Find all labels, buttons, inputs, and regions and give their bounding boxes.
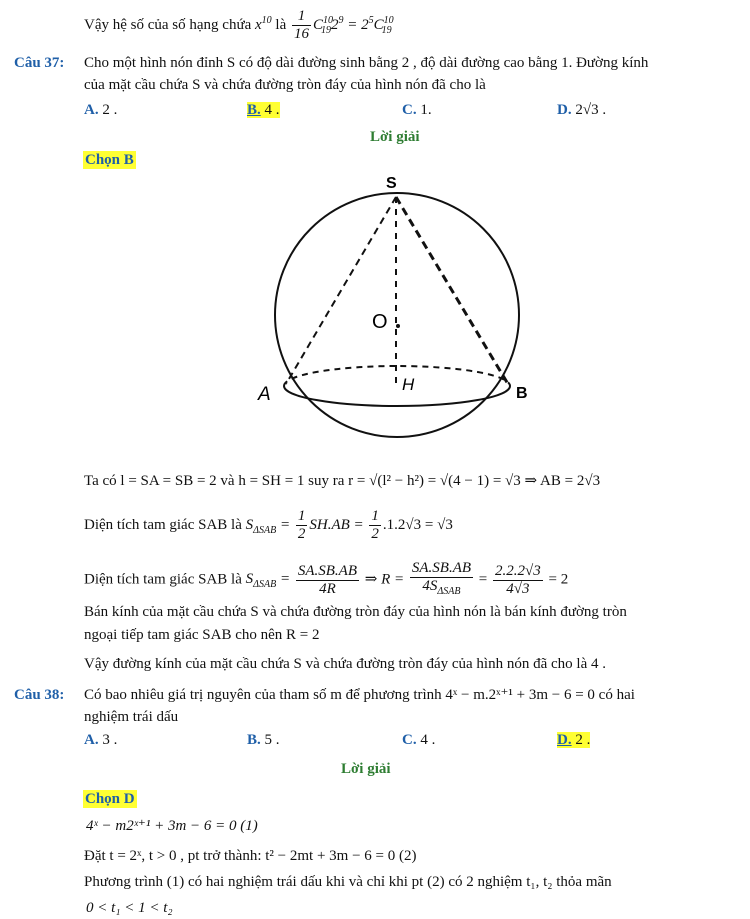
q37-answer: Chọn B xyxy=(85,152,134,168)
cone-side-sb xyxy=(396,197,508,384)
q38-eq2: Đặt t = 2ˣ, t > 0 , pt trở thành: t² − 2mt + 3m − 6 = 0 (2) xyxy=(84,848,417,864)
point-o xyxy=(396,324,400,328)
q38-line2: nghiệm trái dấu xyxy=(84,709,179,725)
q38-option-b[interactable]: B. 5 . xyxy=(247,732,280,748)
q37-p3: Diện tích tam giác SAB là $S_{\Delta SAB}$ = $\frac{SA.SB.AB}{4R}$ ⇒ R = $\frac{SA.SB.AB}{4S_{\Delta SAB}}$ = $\frac{2.2.2√3}{4√3}$ = 2 xyxy=(84,560,569,597)
sphere-outline xyxy=(275,193,519,437)
q37-line1: Cho một hình nón đỉnh S có độ dài đường sinh bằng 2 , độ dài đường cao bằng 1. Đường kính xyxy=(84,55,649,71)
q37-option-c[interactable]: C. 1. xyxy=(402,102,432,118)
top-prefix: Vậy hệ số của số hạng chứa xyxy=(84,16,252,33)
label-a: A xyxy=(258,384,271,405)
label-o: O xyxy=(372,311,388,333)
q37-option-b[interactable]: B. 4 . xyxy=(247,102,280,118)
q37-p4-line2: ngoại tiếp tam giác SAB cho nên R = 2 xyxy=(84,627,320,643)
q38-solution-title: Lời giải xyxy=(341,761,391,777)
q38-line1: Có bao nhiêu giá trị nguyên của tham số m để phương trình 4ˣ − m.2ˣ⁺¹ + 3m − 6 = 0 có hai xyxy=(84,687,635,703)
q37-line2: của mặt cầu chứa S và chứa đường tròn đáy của hình nón đã cho là xyxy=(84,77,486,93)
q37-p4-line1: Bán kính của mặt cầu chứa S và chứa đường tròn đáy của hình nón là bán kính đường tròn xyxy=(84,604,627,620)
top-fraction: $\frac{1}{16}$ xyxy=(294,8,309,42)
top-line xyxy=(84,8,392,43)
base-ellipse-front xyxy=(284,386,510,406)
q38-eq4: 0 < t₁ < 1 < t₂ xyxy=(86,900,173,916)
label-h: H xyxy=(402,375,415,394)
q38-option-d[interactable]: D. 2 . xyxy=(557,732,591,748)
label-b: B xyxy=(516,385,528,402)
label-s: S xyxy=(386,175,397,192)
q37-option-d[interactable]: D. 2√3 . xyxy=(557,102,607,118)
q38-answer: Chọn D xyxy=(85,791,135,807)
q38-eq1: 4ˣ − m2ˣ⁺¹ + 3m − 6 = 0 (1) xyxy=(86,818,258,834)
q37-p5: Vậy đường kính của mặt cầu chứa S và chứa đường tròn đáy của hình nón đã cho là 4 . xyxy=(84,656,606,672)
q37-p1: Ta có l = SA = SB = 2 và h = SH = 1 suy ra r = √(l² − h²) = √(4 − 1) = √3 ⇒ AB = 2√3 xyxy=(84,473,601,489)
q38-option-c[interactable]: C. 4 . xyxy=(402,732,436,748)
sphere-cone-figure xyxy=(250,168,550,458)
top-mid: là xyxy=(275,16,287,33)
cone-side-sa xyxy=(286,197,396,384)
q37-option-a[interactable]: A. 2 . xyxy=(84,102,118,118)
q38-eq3: Phương trình (1) có hai nghiệm trái dấu khi và chỉ khi pt (2) có 2 nghiệm t₁, t₂ thỏa mãn xyxy=(84,874,612,890)
q38-label: Câu 38: xyxy=(14,687,65,703)
top-x: x xyxy=(255,16,262,33)
q37-label: Câu 37: xyxy=(14,55,65,71)
top-tail: $C^{10}_{19}2^9 = 2^5C^{10}_{19}$ xyxy=(313,14,394,36)
q38-option-a[interactable]: A. 3 . xyxy=(84,732,118,748)
q37-p2: Diện tích tam giác SAB là $S_{\Delta SAB}$ = $\frac{1}{2}$ SH.AB = $\frac{1}{2}$ .1.2√3 = √3 xyxy=(84,508,453,542)
top-x-exp: 10 xyxy=(261,14,272,26)
q37-solution-title: Lời giải xyxy=(370,129,420,145)
